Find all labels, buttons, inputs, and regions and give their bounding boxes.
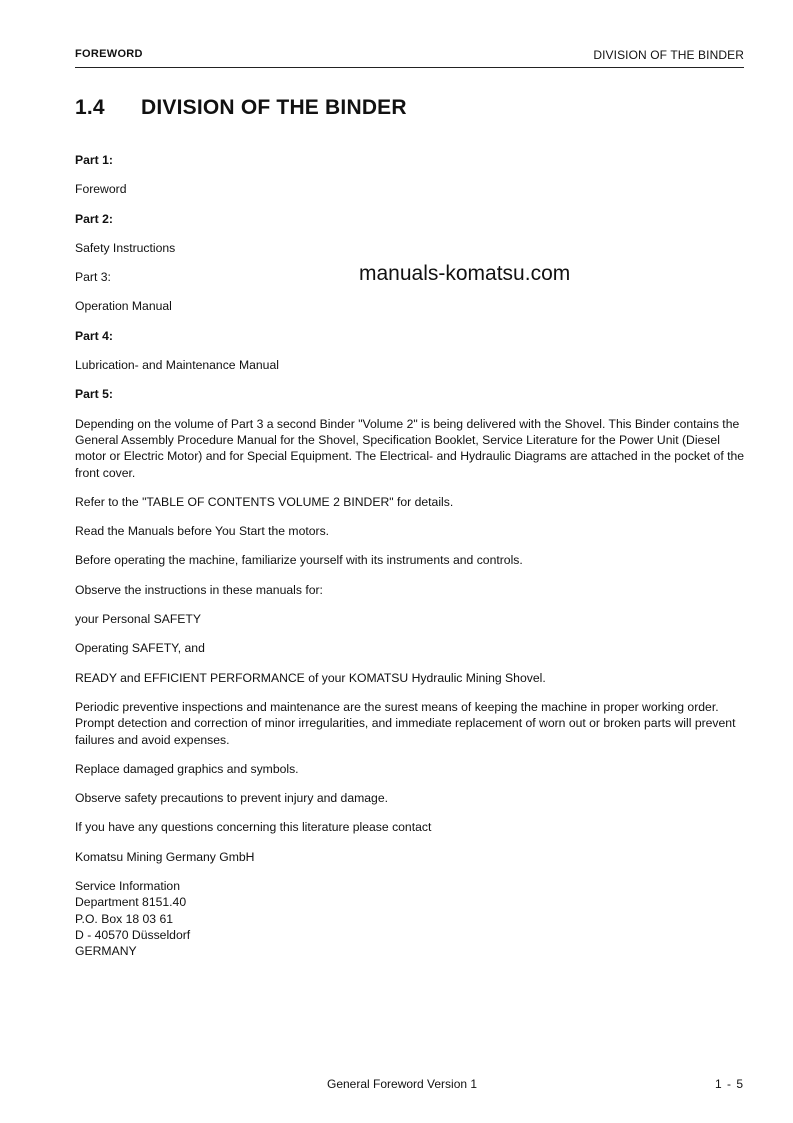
contact-paragraph: If you have any questions concerning this literature please contact [75,820,432,835]
running-header-right: DIVISION OF THE BINDER [593,48,744,62]
part-1-heading: Part 1: [75,153,113,167]
header-divider [75,67,744,68]
inspections-paragraph: Periodic preventive inspections and maintenance are the surest means of keeping the machine in proper working order. Prompt detection and correction of minor irregularities, and immediate replacement of worn out or broken parts will prevent failures and avoid expenses. [75,699,736,747]
contact-address [75,878,745,959]
running-header-left: FOREWORD [75,48,143,60]
address-line: Department 8151.40 [75,895,187,910]
read-manuals-paragraph: Read the Manuals before You Start the motors. [75,524,330,539]
address-line: P.O. Box 18 03 61 [75,911,174,926]
section-number: 1.4 [75,96,105,119]
footer-document-title: General Foreword Version 1 [327,1077,478,1091]
performance-line: READY and EFFICIENT PERFORMANCE of your KOMATSU Hydraulic Mining Shovel. [75,670,546,685]
document-body [75,152,745,960]
page-number: 1 - 5 [714,1077,744,1091]
observe-instructions-paragraph: Observe the instructions in these manuals for: [75,582,323,597]
address-line: D - 40570 Düsseldorf [75,927,191,942]
part-3-text: Operation Manual [75,299,172,314]
section-title: DIVISION OF THE BINDER [141,96,407,119]
safety-precautions-paragraph: Observe safety precautions to prevent injury and damage. [75,791,388,806]
toc-reference-paragraph: Refer to the "TABLE OF CONTENTS VOLUME 2 BINDER" for details. [75,494,454,509]
volume-2-paragraph: Depending on the volume of Part 3 a second Binder "Volume 2" is being delivered with the Shovel. This Binder contains the General Assembly Procedure Manual for the Shovel, Specification Booklet, Service Literature for the Power Unit (Diesel motor or Electric Motor) and for Special Equipment. The Electrical- and Hydraulic Diagrams are attached in the pocket of the front cover. [75,416,745,480]
part-2-heading: Part 2: [75,211,113,226]
operating-safety-line: Operating SAFETY, and [75,641,205,656]
part-5-heading: Part 5: [75,387,113,402]
address-line: GERMANY [75,944,137,959]
company-name: Komatsu Mining Germany GmbH [75,849,255,864]
familiarize-paragraph: Before operating the machine, familiarize yourself with its instruments and controls. [75,553,523,568]
replace-graphics-paragraph: Replace damaged graphics and symbols. [75,761,299,776]
section-heading [75,96,407,120]
part-4-heading: Part 4: [75,328,113,343]
part-2-text: Safety Instructions [75,240,176,255]
part-1-text: Foreword [75,182,127,197]
part-3-heading: Part 3: [75,270,111,285]
address-line: Service Information [75,879,180,894]
part-4-text: Lubrication- and Maintenance Manual [75,358,279,373]
personal-safety-line: your Personal SAFETY [75,612,201,627]
watermark-text: manuals-komatsu.com [359,262,571,285]
